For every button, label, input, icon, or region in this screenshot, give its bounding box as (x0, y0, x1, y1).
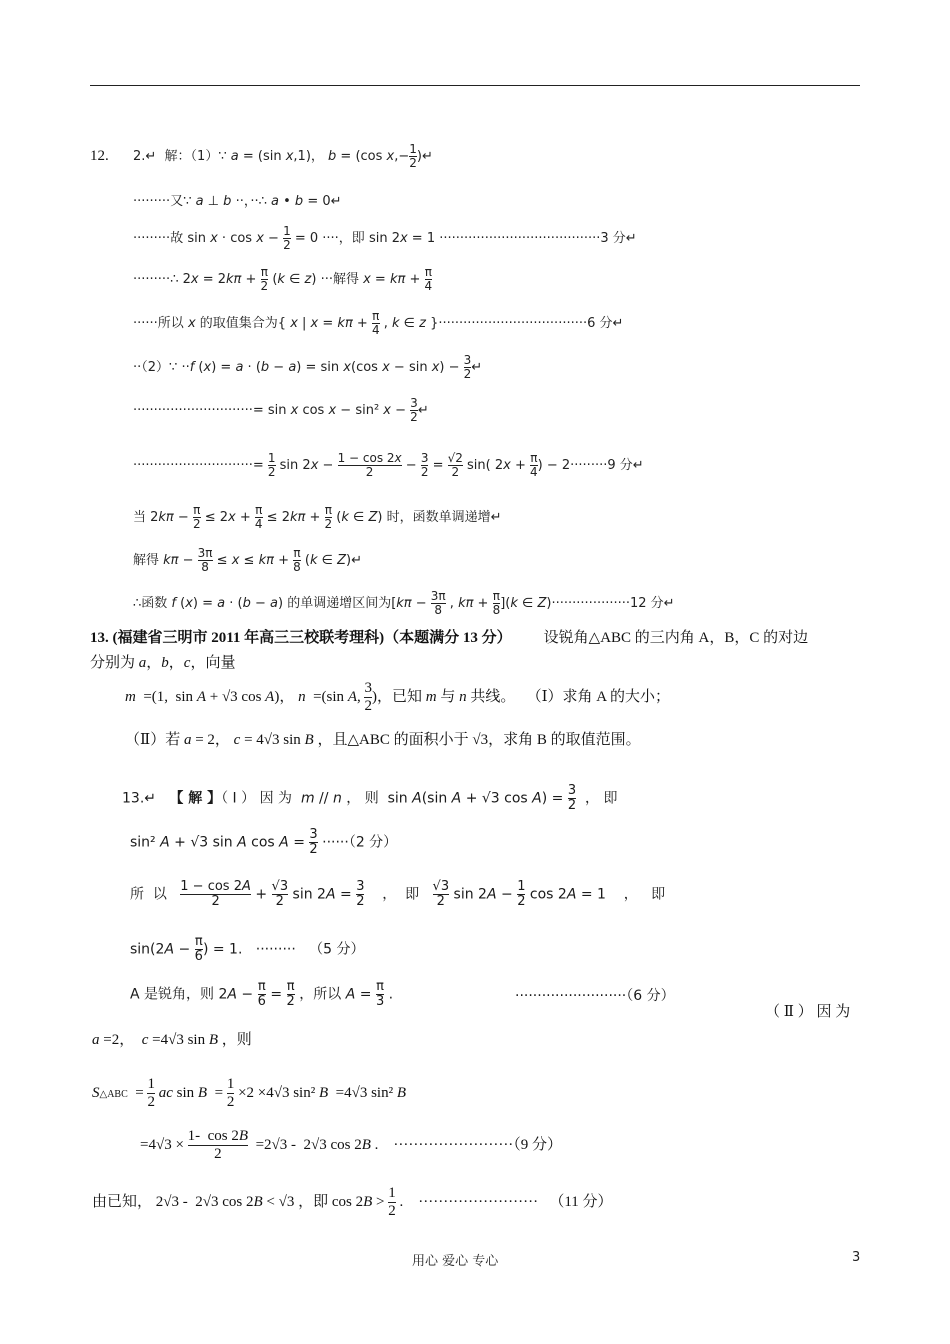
page-number: 3 (852, 1250, 861, 1265)
p12-line-8: ·····························= $\frac{1}{2}$ sin 2x − $\frac{1 - \cos 2x}{2}$ − $\frac{3}{2}$ = $\frac{√2}{2}$ sin( 2x + $\frac{\pi}{4}$ ) − 2·········9 分↵ (133, 451, 644, 479)
p13-area-line-2: =4√3 × $\frac{1- \cos 2B}{2}$ =2√3 - 2√3 cos 2B . ························（9 分） (140, 1128, 563, 1162)
p13-last-line: 由已知， 2√3 - 2√3 cos 2B < √3 ，即 cos 2B > $\frac{1}{2}$ . ························ （11 分） (92, 1185, 613, 1219)
p13-sol-line-4: sin(2A − $\frac{\pi}{6}$ ) = 1. ········· （5 分） (130, 934, 365, 964)
header-rule (90, 85, 860, 86)
p13-sol-line-3: 所 以 $\frac{1 - \cos 2A}{2}$ + $\frac{√3}{2}$ sin 2A = $\frac{3}{2}$ ， 即 $\frac{√3}{2}$ sin 2A − $\frac{1}{2}$ cos 2A = 1 ， 即 (130, 879, 666, 909)
p13-sol-line-6: ·························（6 分） (515, 988, 675, 1004)
p12-line-7: ·····························= sin x cos x − sin² x − $\frac{3}{2}$ ↵ (133, 396, 429, 424)
p12-line-3: ·········故 sin x · cos x − $\frac{1}{2}$ = 0 ····，即 sin 2x = 1 ·······································3 分↵ (133, 224, 637, 252)
p13-line-2: 分别为 a，b，c，向量 (90, 655, 236, 671)
p13-sol-line-1: 13.↵ 【 解 】（ Ⅰ ） 因 为 m // n ， 则 sin A(sin A + √3 cos A) = $\frac{3}{2}$ ， 即 (122, 783, 618, 813)
p12-line-2: ·········又∵ a ⊥ b ··，··∴ a • b = 0↵ (133, 194, 342, 209)
p13-area-line-1: S△ABC = $\frac{1}{2}$ ac sin B = $\frac{1}{2}$ ×2 ×4√3 sin² B =4√3 sin² B (92, 1076, 407, 1110)
p13-heading (90, 626, 808, 647)
p13-heading-rest: 设锐角△ABC 的三内角 A，B，C 的对边 (543, 630, 809, 646)
footer-motto: 用心 爱心 专心 (412, 1254, 499, 1269)
p13-part2-line-1: a =2， c =4√3 sin B ，则 (92, 1032, 252, 1048)
p13-heading-bold: 13. (福建省三明市 2011 年高三三校联考理科)（本题满分 13 分） (90, 630, 512, 646)
p13-line-4: （Ⅱ）若 a = 2， c = 4√3 sin B ，且△ABC 的面积小于 √3，求角 B 的取值范围。 (125, 732, 641, 748)
p12-line-5: ······所以 x 的取值集合为{ x | x = kπ + $\frac{\pi}{4}$ , k ∈ z }····································6 分↵ (133, 309, 624, 337)
p12-line-4: ·········∴ 2x = 2kπ + $\frac{\pi}{2}$ (k ∈ z) ···解得 x = kπ + $\frac{\pi}{4}$ (133, 265, 433, 293)
p13-sol-line-5: A 是锐角，则 2A − $\frac{\pi}{6}$ = $\frac{\pi}{2}$ ，所以 A = $\frac{\pi}{3}$ . (130, 979, 394, 1009)
p12-line-6: ··（2）∵ ··f (x) = a · (b − a) = sin x(cos x − sin x) − $\frac{3}{2}$ ↵ (133, 353, 483, 381)
p12-line-11: ∴函数 f (x) = a · (b − a) 的单调递增区间为[kπ − $\frac{3\pi}{8}$ , kπ + $\frac{\pi}{8}$ ](k ∈ Z)···················12 分↵ (133, 589, 675, 617)
problem-12-number: 12. (90, 148, 109, 164)
p12-line-1: 2.↵ 解：（1）∵ a = (sin x,1)， b = (cos x,− $\frac{1}{2}$ )↵ (133, 142, 433, 170)
p12-line-10: 解得 kπ − $\frac{3\pi}{8}$ ≤ x ≤ kπ + $\frac{\pi}{8}$ (k ∈ Z)↵ (133, 546, 362, 574)
p13-part2-intro: （ Ⅱ ） 因 为 (765, 1004, 851, 1020)
p13-line-3: m =(1, sin A + √3 cos A)， n =(sin A, $\frac{3}{2}$ )，已知 m 与 n 共线。 （Ⅰ）求角 A 的大小； (125, 680, 671, 714)
p13-sol-line-2: sin² A + √3 sin A cos A = $\frac{3}{2}$ ······（2 分） (130, 827, 398, 857)
p12-line-9: 当 2kπ − $\frac{\pi}{2}$ ≤ 2x + $\frac{\pi}{4}$ ≤ 2kπ + $\frac{\pi}{2}$ (k ∈ Z) 时，函数单调递增↵ (133, 503, 502, 531)
